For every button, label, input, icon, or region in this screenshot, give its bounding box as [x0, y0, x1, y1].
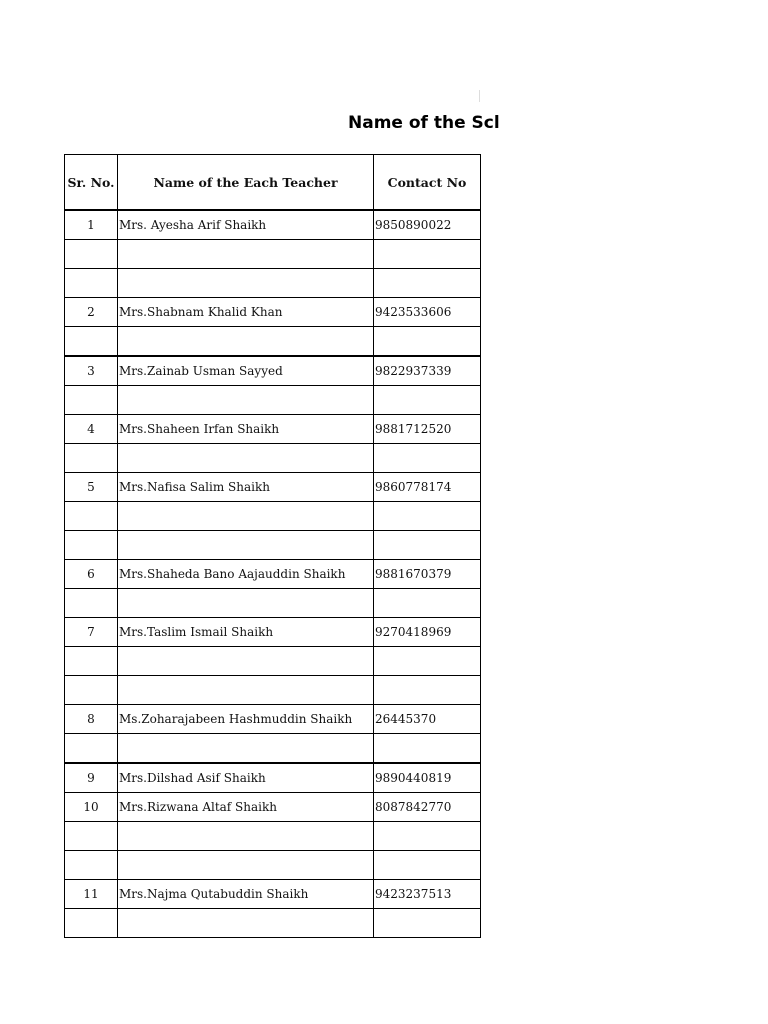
header-teacher-name: Name of the Each Teacher — [118, 155, 374, 211]
cell-contact-no[interactable]: 9890440819 — [374, 763, 481, 793]
cell-teacher-name[interactable]: Mrs. Ayesha Arif Shaikh — [118, 210, 374, 240]
table-row — [65, 386, 481, 415]
cell-teacher-name[interactable] — [118, 240, 374, 269]
table-body — [65, 210, 481, 938]
cell-contact-no[interactable] — [374, 444, 481, 473]
table-row — [65, 473, 481, 502]
header-sr-no: Sr. No. — [65, 155, 118, 211]
cell-contact-no[interactable] — [374, 269, 481, 298]
cell-sr-no[interactable] — [65, 444, 118, 473]
cell-contact-no[interactable] — [374, 502, 481, 531]
cell-teacher-name[interactable] — [118, 589, 374, 618]
cell-teacher-name[interactable] — [118, 822, 374, 851]
table-row — [65, 676, 481, 705]
table-row — [65, 763, 481, 793]
cell-divider-mark — [479, 90, 480, 102]
cell-contact-no[interactable]: 9850890022 — [374, 210, 481, 240]
cell-contact-no[interactable] — [374, 676, 481, 705]
cell-sr-no[interactable] — [65, 647, 118, 676]
cell-contact-no[interactable]: 8087842770 — [374, 793, 481, 822]
table-row — [65, 822, 481, 851]
table-row — [65, 560, 481, 589]
table-row — [65, 880, 481, 909]
cell-contact-no[interactable] — [374, 909, 481, 938]
table-row — [65, 327, 481, 357]
cell-teacher-name[interactable] — [118, 386, 374, 415]
table-row — [65, 851, 481, 880]
cell-teacher-name[interactable]: Mrs.Shaheda Bano Aajauddin Shaikh — [118, 560, 374, 589]
table-header-row — [65, 155, 481, 211]
cell-sr-no[interactable] — [65, 851, 118, 880]
cell-contact-no[interactable] — [374, 327, 481, 357]
cell-teacher-name[interactable] — [118, 851, 374, 880]
cell-sr-no[interactable]: 6 — [65, 560, 118, 589]
cell-sr-no[interactable]: 3 — [65, 356, 118, 386]
cell-sr-no[interactable]: 8 — [65, 705, 118, 734]
cell-contact-no[interactable] — [374, 386, 481, 415]
cell-contact-no[interactable]: 9881670379 — [374, 560, 481, 589]
cell-sr-no[interactable] — [65, 240, 118, 269]
table-row — [65, 298, 481, 327]
cell-sr-no[interactable] — [65, 909, 118, 938]
cell-sr-no[interactable] — [65, 734, 118, 764]
cell-sr-no[interactable] — [65, 589, 118, 618]
cell-sr-no[interactable] — [65, 822, 118, 851]
cell-teacher-name[interactable]: Mrs.Dilshad Asif Shaikh — [118, 763, 374, 793]
cell-teacher-name[interactable] — [118, 327, 374, 357]
cell-teacher-name[interactable]: Mrs.Nafisa Salim Shaikh — [118, 473, 374, 502]
cell-contact-no[interactable]: 9270418969 — [374, 618, 481, 647]
table-row — [65, 618, 481, 647]
cell-teacher-name[interactable] — [118, 269, 374, 298]
table-row — [65, 909, 481, 938]
table-row — [65, 793, 481, 822]
cell-contact-no[interactable] — [374, 734, 481, 764]
cell-sr-no[interactable] — [65, 502, 118, 531]
table-row — [65, 444, 481, 473]
cell-contact-no[interactable]: 9423533606 — [374, 298, 481, 327]
table-row — [65, 415, 481, 444]
cell-contact-no[interactable] — [374, 822, 481, 851]
cell-teacher-name[interactable] — [118, 676, 374, 705]
cell-sr-no[interactable] — [65, 327, 118, 357]
cell-teacher-name[interactable]: Mrs.Taslim Ismail Shaikh — [118, 618, 374, 647]
cell-contact-no[interactable] — [374, 589, 481, 618]
cell-sr-no[interactable]: 11 — [65, 880, 118, 909]
cell-teacher-name[interactable] — [118, 444, 374, 473]
table-row — [65, 502, 481, 531]
cell-teacher-name[interactable]: Mrs.Zainab Usman Sayyed — [118, 356, 374, 386]
table-row — [65, 269, 481, 298]
table-row — [65, 589, 481, 618]
cell-teacher-name[interactable] — [118, 647, 374, 676]
table-row — [65, 705, 481, 734]
page-title: Name of the Scl — [348, 113, 500, 133]
cell-sr-no[interactable] — [65, 269, 118, 298]
cell-teacher-name[interactable] — [118, 909, 374, 938]
cell-sr-no[interactable] — [65, 531, 118, 560]
cell-sr-no[interactable]: 9 — [65, 763, 118, 793]
cell-teacher-name[interactable]: Mrs.Shaheen Irfan Shaikh — [118, 415, 374, 444]
cell-contact-no[interactable]: 9822937339 — [374, 356, 481, 386]
header-contact-no: Contact No — [374, 155, 481, 211]
cell-contact-no[interactable]: 26445370 — [374, 705, 481, 734]
table-row — [65, 240, 481, 269]
table-row — [65, 734, 481, 764]
cell-teacher-name[interactable] — [118, 531, 374, 560]
cell-teacher-name[interactable]: Mrs.Rizwana Altaf Shaikh — [118, 793, 374, 822]
cell-contact-no[interactable]: 9881712520 — [374, 415, 481, 444]
cell-contact-no[interactable] — [374, 851, 481, 880]
cell-contact-no[interactable] — [374, 531, 481, 560]
cell-sr-no[interactable]: 5 — [65, 473, 118, 502]
cell-sr-no[interactable]: 10 — [65, 793, 118, 822]
cell-contact-no[interactable] — [374, 240, 481, 269]
cell-teacher-name[interactable]: Mrs.Najma Qutabuddin Shaikh — [118, 880, 374, 909]
table-row — [65, 647, 481, 676]
cell-sr-no[interactable] — [65, 386, 118, 415]
cell-sr-no[interactable]: 7 — [65, 618, 118, 647]
cell-teacher-name[interactable] — [118, 502, 374, 531]
cell-teacher-name[interactable] — [118, 734, 374, 764]
cell-contact-no[interactable] — [374, 647, 481, 676]
cell-teacher-name[interactable]: Mrs.Shabnam Khalid Khan — [118, 298, 374, 327]
table-row — [65, 356, 481, 386]
cell-sr-no[interactable] — [65, 676, 118, 705]
table-row — [65, 210, 481, 240]
cell-sr-no[interactable]: 2 — [65, 298, 118, 327]
cell-contact-no[interactable]: 9423237513 — [374, 880, 481, 909]
cell-teacher-name[interactable]: Ms.Zoharajabeen Hashmuddin Shaikh — [118, 705, 374, 734]
cell-contact-no[interactable]: 9860778174 — [374, 473, 481, 502]
table-row — [65, 531, 481, 560]
teacher-contact-table — [64, 154, 481, 938]
cell-sr-no[interactable]: 4 — [65, 415, 118, 444]
cell-sr-no[interactable]: 1 — [65, 210, 118, 240]
